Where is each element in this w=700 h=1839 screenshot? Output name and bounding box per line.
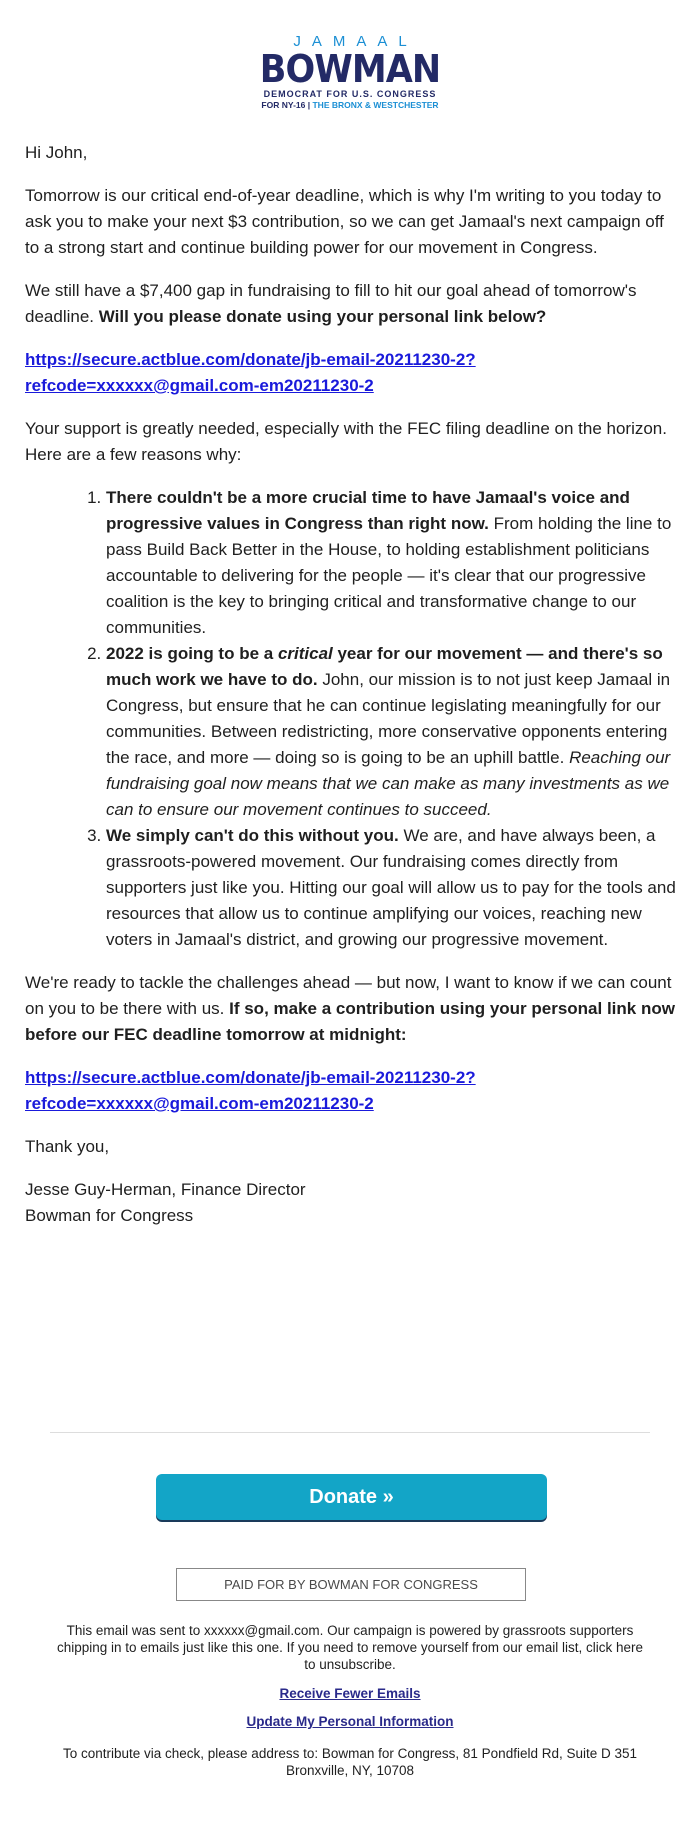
logo-district-line	[0, 100, 700, 111]
receive-fewer-emails-link[interactable]: Receive Fewer Emails	[279, 1686, 421, 1701]
paragraph-challenges	[25, 970, 680, 1048]
reason-item-2	[106, 641, 680, 823]
logo-region: THE BRONX & WESTCHESTER	[312, 100, 439, 110]
update-info-row	[50, 1713, 650, 1730]
reason-3-text: We are, and have always been, a grassroots-powered movement. Our fundraising comes directly from supporters just like you. Hitting our goal will allow us to pay for the tools and resources that allow us to continue amplifying our voices, reaching new voters in Jamaal's district, and growing our progressive movement.	[106, 826, 676, 949]
signature-name: Jesse Guy-Herman, Finance Director	[25, 1180, 306, 1199]
check-address: To contribute via check, please address to: Bowman for Congress, 81 Pondfield Rd, Suite D 351 Bronxville, NY, 10708	[62, 1746, 638, 1778]
reason-item-1	[106, 485, 680, 641]
greeting: Hi John,	[25, 143, 88, 162]
reason-1-bold: There couldn't be a more crucial time to have Jamaal's voice and progressive values in Congress than right now.	[106, 488, 630, 533]
gap-ask: Will you please donate using your personal link below?	[98, 307, 547, 326]
gap-text: We still have a $7,400 gap in fundraising to fill to hit our goal ahead of tomorrow's deadline.	[25, 281, 637, 326]
email-notice: This email was sent to xxxxxx@gmail.com. Our campaign is powered by grassroots supporters chipping in to emails just like this one. If you need to remove yourself from our email list, click here to unsubscribe.	[56, 1623, 643, 1672]
reasons-list	[25, 485, 680, 953]
reason-1-text: From holding the line to pass Build Back Better in the House, to holding establishment politicians accountable to delivering for the people — it's clear that our progressive coalition is the key to bringing critical and transformative change to our communities.	[106, 514, 672, 637]
closing: Thank you,	[25, 1137, 110, 1156]
email-body	[25, 140, 680, 1246]
paid-for-disclaimer: PAID FOR BY BOWMAN FOR CONGRESS	[176, 1568, 526, 1601]
reason-item-3	[106, 823, 680, 953]
logo-separator: |	[307, 100, 313, 110]
campaign-logo	[0, 34, 700, 111]
reason-2-bold-a: 2022 is going to be a	[106, 644, 278, 663]
donate-link-paragraph-1	[25, 347, 680, 399]
reason-3-bold: We simply can't do this without you.	[106, 826, 399, 845]
paragraph-reasons-intro: Your support is greatly needed, especially with the FEC filing deadline on the horizon. Here are a few reasons why:	[25, 419, 667, 464]
fewer-emails-row	[50, 1685, 650, 1702]
logo-district: FOR NY-16	[261, 100, 306, 110]
update-personal-info-link[interactable]: Update My Personal Information	[246, 1714, 454, 1729]
logo-last-name: BOWMAN	[259, 47, 441, 91]
reason-2-text: John, our mission is to not just keep Jamaal in Congress, but ensure that he can continue legislating meaningfully for our communities. Between redistricting, more conservative opponents entering the race, and more — doing so is going to be an uphill battle.	[106, 670, 671, 767]
paragraph-gap	[25, 278, 680, 330]
signature-org: Bowman for Congress	[25, 1206, 194, 1225]
logo-subtitle: DEMOCRAT FOR U.S. CONGRESS	[263, 89, 437, 99]
reason-2-italic: Reaching our fundraising goal now means that we can make as many investments as we can to ensure our movement continues to succeed.	[106, 748, 671, 819]
reason-2-bold-b: year for our movement — and there's so much work we have to do.	[106, 644, 663, 689]
challenges-text: We're ready to tackle the challenges ahead — but now, I want to know if we can count on you to be there with us.	[25, 973, 672, 1018]
logo-first-name: JAMAAL	[293, 33, 418, 50]
donate-button[interactable]: Donate »	[156, 1474, 547, 1520]
donate-link-2[interactable]: https://secure.actblue.com/donate/jb-email-20211230-2?refcode=xxxxxx@gmail.com-em20211230-2	[25, 1068, 476, 1113]
donate-link-paragraph-2	[25, 1065, 680, 1117]
donate-link-1[interactable]: https://secure.actblue.com/donate/jb-email-20211230-2?refcode=xxxxxx@gmail.com-em20211230-2	[25, 350, 476, 395]
signature	[25, 1177, 680, 1229]
challenges-ask: If so, make a contribution using your personal link now before our FEC deadline tomorrow at midnight:	[25, 999, 675, 1044]
footer-divider	[50, 1432, 650, 1433]
reason-2-bold-italic: critical	[277, 644, 333, 663]
paragraph-deadline: Tomorrow is our critical end-of-year deadline, which is why I'm writing to you today to ask you to make your next $3 contribution, so we can get Jamaal's next campaign off to a strong start and continue building power for our movement in Congress.	[25, 186, 664, 257]
